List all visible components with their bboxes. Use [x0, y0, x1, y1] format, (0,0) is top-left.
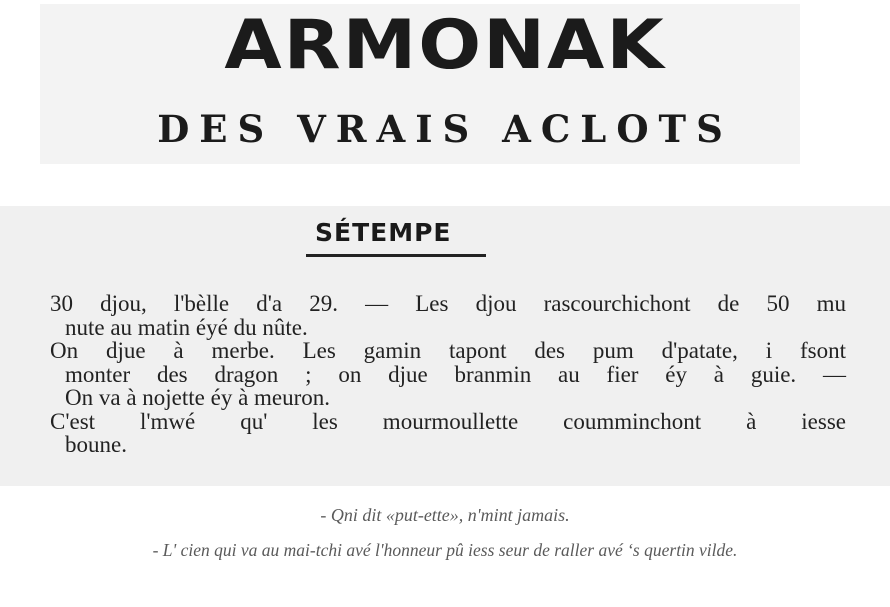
- section-title: SÉTEMPE: [315, 218, 452, 247]
- article-clipping: [0, 206, 890, 486]
- paragraph: [50, 339, 846, 410]
- proverbs: [0, 486, 890, 607]
- proverb: - L' cien qui va au mai-tchi avé l'honneur pû iess seur de raller avé ‘s quertin vilde.: [152, 540, 738, 560]
- paragraph: [50, 292, 846, 339]
- text-line: nute au matin éyé du nûte.: [65, 314, 308, 340]
- spacer: [0, 168, 890, 206]
- section-underline: [306, 254, 486, 257]
- subtitle: DES VRAIS ACLOTS: [157, 107, 733, 151]
- text-line: monter des dragon ; on djue branmin au fier éy à guie. —: [65, 361, 846, 387]
- text-line: On djue à merbe. Les gamin tapont des pum d'patate, i fsont: [50, 338, 846, 363]
- text-line: On va à nojette éy à meuron.: [65, 385, 331, 410]
- proverb: - Qni dit «put-ette», n'mint jamais.: [320, 505, 570, 525]
- masthead: [0, 0, 890, 168]
- text-line: C'est l'mwé qu' les mourmoullette coumminchont à iesse: [50, 408, 846, 434]
- article-body: [50, 292, 846, 457]
- text-line: 30 djou, l'bèlle d'a 29. — Les djou rascourchichont de 50 mu: [50, 291, 846, 316]
- paragraph: [50, 410, 846, 457]
- main-title: ARMONAK: [224, 5, 666, 85]
- text-line: boune.: [65, 432, 127, 457]
